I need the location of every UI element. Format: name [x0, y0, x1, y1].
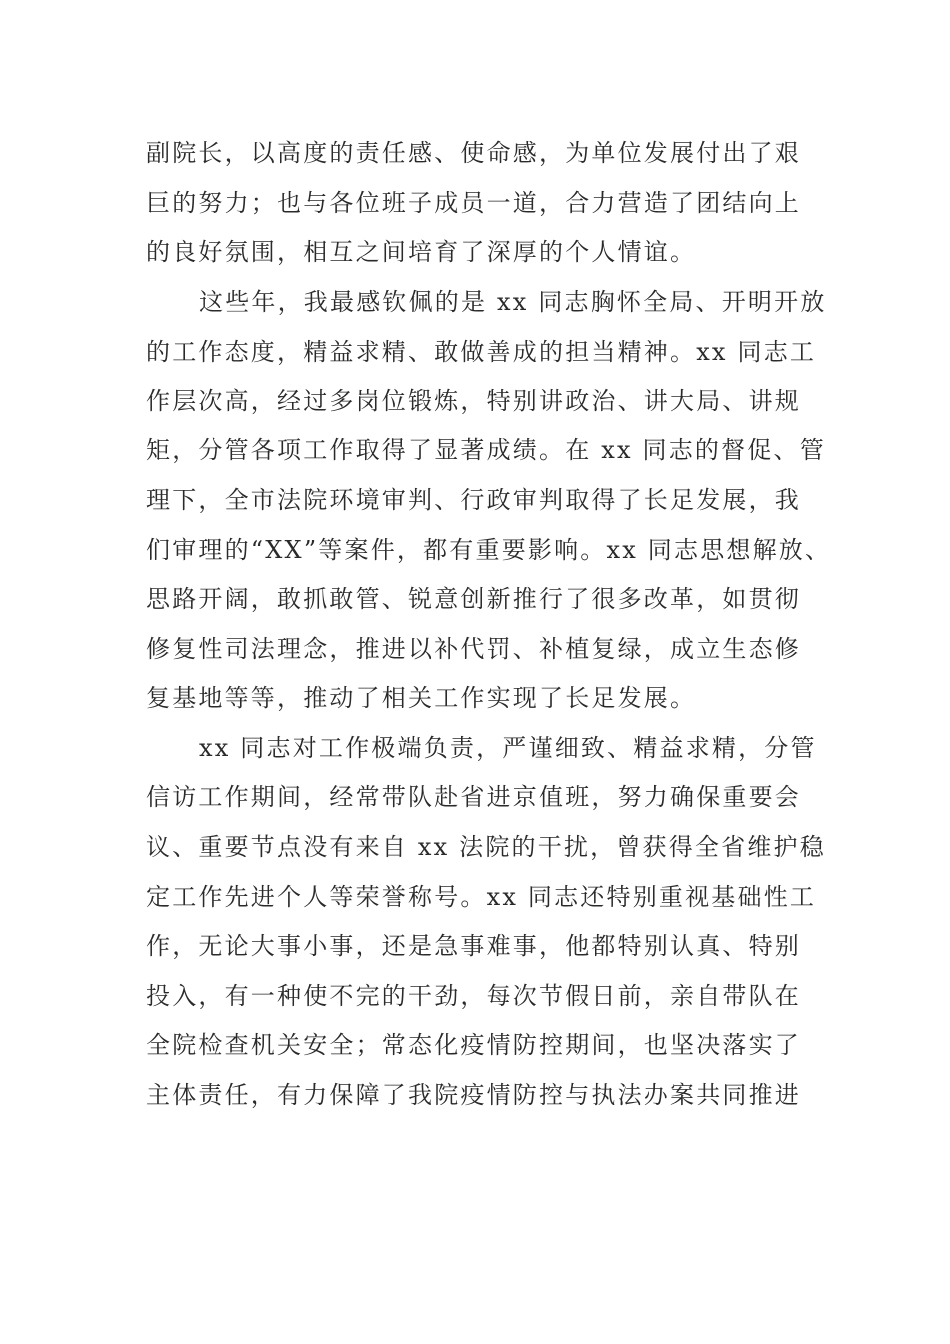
text-line: 复基地等等，推动了相关工作实现了长足发展。 [146, 684, 697, 712]
paragraph-first-line: 这些年，我最感钦佩的是 xx 同志胸怀全局、开明开放 [199, 288, 827, 316]
text-line: 作层次高，经过多岗位锻炼，特别讲政治、讲大局、讲规 [146, 387, 801, 415]
text-line: 作，无论大事小事，还是急事难事，他都特别认真、特别 [146, 932, 801, 960]
text-line: 的工作态度，精益求精、敢做善成的担当精神。xx 同志工 [146, 338, 817, 366]
paragraph-first-line: xx 同志对工作极端负责，严谨细致、精益求精，分管 [199, 734, 817, 762]
text-line: 全院检查机关安全；常态化疫情防控期间，也坚决落实了 [146, 1031, 801, 1059]
text-line: 矩，分管各项工作取得了显著成绩。在 xx 同志的督促、管 [146, 436, 826, 464]
text-line: 思路开阔，敢抓敢管、锐意创新推行了很多改革，如贯彻 [146, 585, 801, 613]
text-line: 议、重要节点没有来自 xx 法院的干扰，曾获得全省维护稳 [146, 833, 826, 861]
text-line: 们审理的“XX”等案件，都有重要影响。xx 同志思想解放、 [146, 536, 832, 564]
text-line: 的良好氛围，相互之间培育了深厚的个人情谊。 [146, 238, 697, 266]
text-line: 投入，有一种使不完的干劲，每次节假日前，亲自带队在 [146, 982, 801, 1010]
text-line: 理下，全市法院环境审判、行政审判取得了长足发展，我 [146, 486, 801, 514]
text-line: 定工作先进个人等荣誉称号。xx 同志还特别重视基础性工 [146, 883, 817, 911]
text-line: 修复性司法理念，推进以补代罚、补植复绿，成立生态修 [146, 635, 801, 663]
text-line: 信访工作期间，经常带队赴省进京值班，努力确保重要会 [146, 783, 801, 811]
text-line: 副院长，以高度的责任感、使命感，为单位发展付出了艰 [146, 139, 801, 167]
text-line: 巨的努力；也与各位班子成员一道，合力营造了团结向上 [146, 189, 801, 217]
text-line: 主体责任，有力保障了我院疫情防控与执法办案共同推进 [146, 1081, 801, 1109]
